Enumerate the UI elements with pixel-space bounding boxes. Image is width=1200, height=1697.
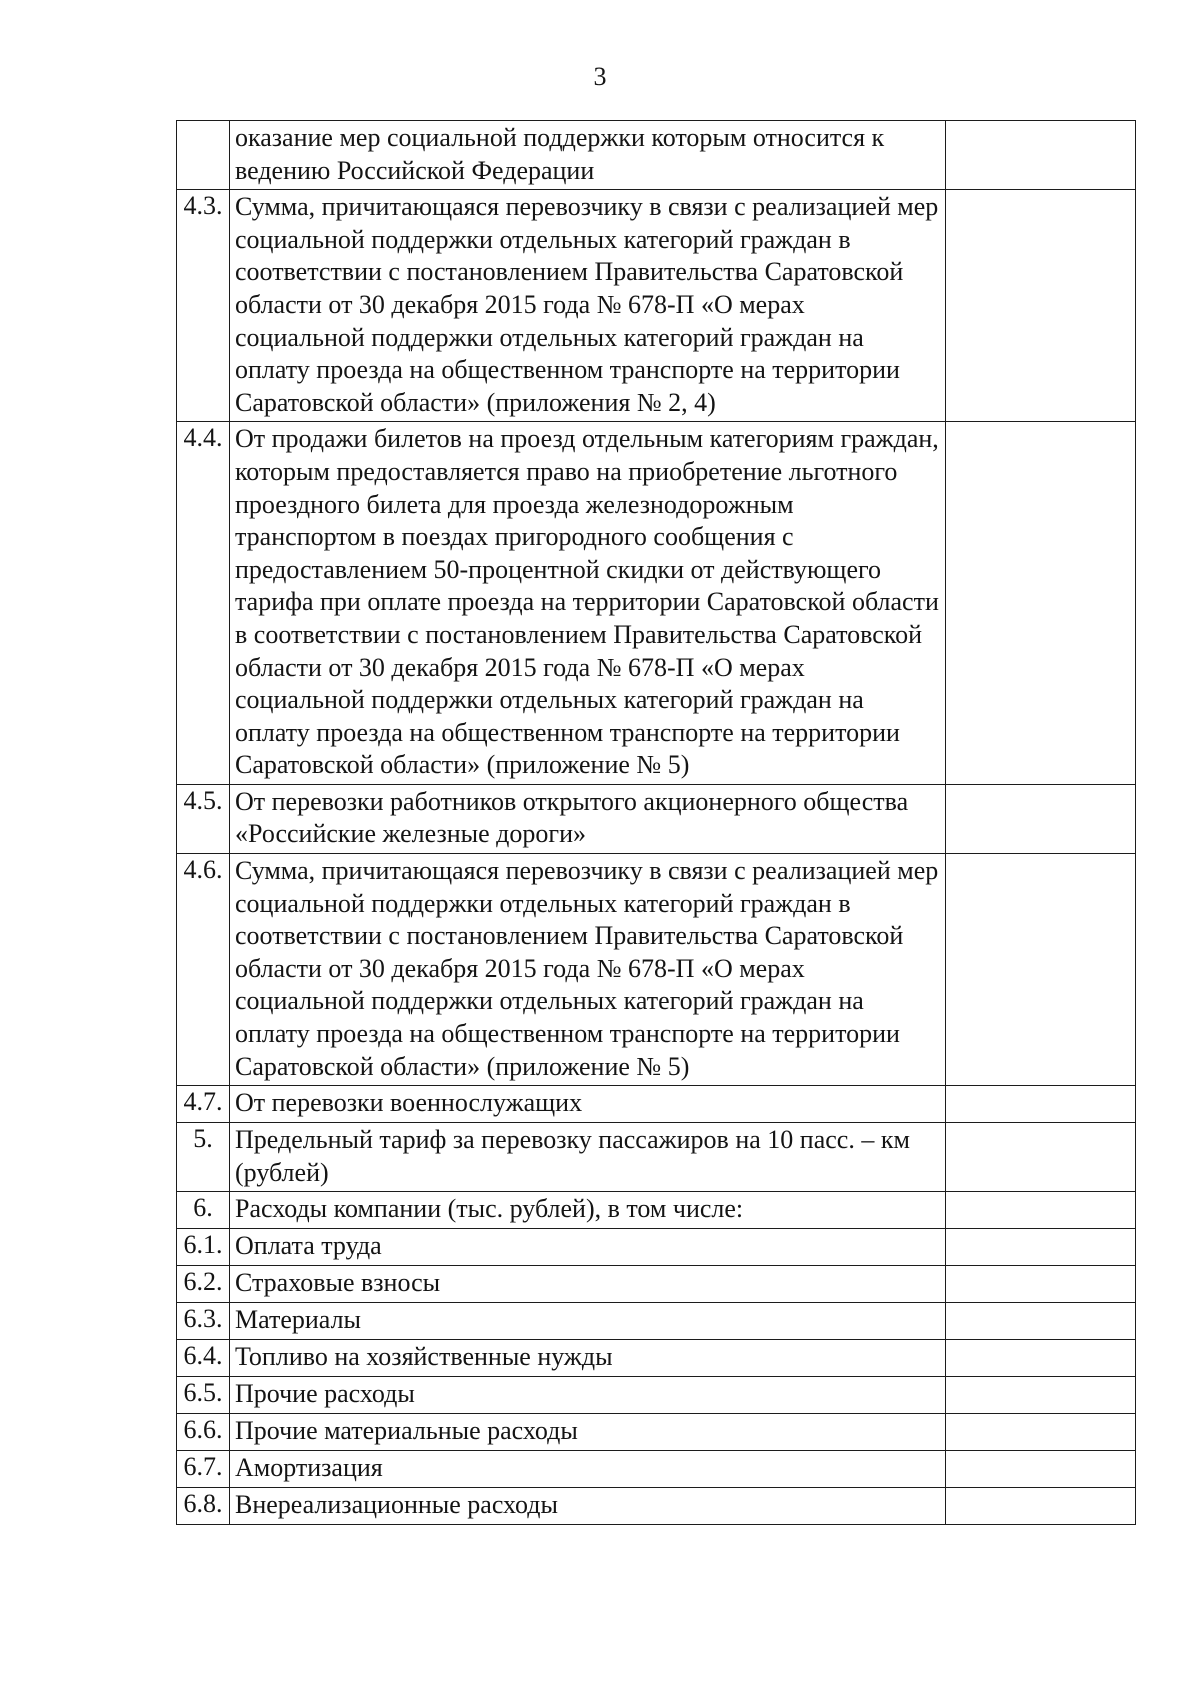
row-description: Предельный тариф за перевозку пассажиров на 10 пасс. – км (рублей) [230, 1123, 946, 1192]
row-value-cell [946, 1451, 1136, 1488]
row-value-cell [946, 1414, 1136, 1451]
row-value-cell [946, 1192, 1136, 1229]
row-description: Прочие расходы [230, 1377, 946, 1414]
row-value-cell [946, 190, 1136, 422]
table-row [177, 854, 1136, 1086]
row-value-cell [946, 121, 1136, 190]
row-value-cell [946, 1377, 1136, 1414]
row-description: От перевозки военнослужащих [230, 1086, 946, 1123]
row-number: 6.6. [177, 1414, 230, 1451]
row-number: 4.5. [177, 784, 230, 853]
table-row [177, 1123, 1136, 1192]
table-row [177, 190, 1136, 422]
row-description: Страховые взносы [230, 1266, 946, 1303]
row-description: Расходы компании (тыс. рублей), в том числе: [230, 1192, 946, 1229]
table-row [177, 784, 1136, 853]
row-description: Прочие материальные расходы [230, 1414, 946, 1451]
row-number: 6.8. [177, 1488, 230, 1525]
table-row [177, 1266, 1136, 1303]
row-value-cell [946, 784, 1136, 853]
row-number: 6.3. [177, 1303, 230, 1340]
row-number: 6. [177, 1192, 230, 1229]
table-row [177, 1488, 1136, 1525]
table-row [177, 1303, 1136, 1340]
row-number: 6.5. [177, 1377, 230, 1414]
row-number: 5. [177, 1123, 230, 1192]
table-row [177, 1340, 1136, 1377]
table-row [177, 1086, 1136, 1123]
row-value-cell [946, 1123, 1136, 1192]
row-description: Амортизация [230, 1451, 946, 1488]
row-value-cell [946, 1086, 1136, 1123]
table-row [177, 121, 1136, 190]
row-description: Топливо на хозяйственные нужды [230, 1340, 946, 1377]
row-description: Оплата труда [230, 1229, 946, 1266]
row-number: 6.4. [177, 1340, 230, 1377]
row-value-cell [946, 1488, 1136, 1525]
row-value-cell [946, 854, 1136, 1086]
page-number: 3 [593, 62, 607, 91]
table-row [177, 1192, 1136, 1229]
table-row [177, 1414, 1136, 1451]
row-number: 4.7. [177, 1086, 230, 1123]
row-number: 6.1. [177, 1229, 230, 1266]
row-description: оказание мер социальной поддержки которым относится к ведению Российской Федерации [230, 121, 946, 190]
row-value-cell [946, 1340, 1136, 1377]
row-description: Сумма, причитающаяся перевозчику в связи с реализацией мер социальной поддержки отдельных категорий граждан в соответствии с постановлением Правительства Саратовской области от 30 декабря 2015 года № 678-П «О мерах социальной поддержки отдельных категорий граждан на оплату проезда на общественном транспорте на территории Саратовской области» (приложения № 2, 4) [230, 190, 946, 422]
row-number: 4.3. [177, 190, 230, 422]
table-row [177, 1229, 1136, 1266]
table-row [177, 1451, 1136, 1488]
row-value-cell [946, 1266, 1136, 1303]
row-number: 6.2. [177, 1266, 230, 1303]
row-description: От продажи билетов на проезд отдельным категориям граждан, которым предоставляется право на приобретение льготного проездного билета для проезда железнодорожным транспортом в поездах пригородного сообщения с предоставлением 50-процентной скидки от действующего тарифа при оплате проезда на территории Саратовской области в соответствии с постановлением Правительства Саратовской области от 30 декабря 2015 года № 678-П «О мерах социальной поддержки отдельных категорий граждан на оплату проезда на общественном транспорте на территории Саратовской области» (приложение № 5) [230, 422, 946, 785]
row-description: От перевозки работников открытого акционерного общества «Российские железные дороги» [230, 784, 946, 853]
row-description: Сумма, причитающаяся перевозчику в связи с реализацией мер социальной поддержки отдельных категорий граждан в соответствии с постановлением Правительства Саратовской области от 30 декабря 2015 года № 678-П «О мерах социальной поддержки отдельных категорий граждан на оплату проезда на общественном транспорте на территории Саратовской области» (приложение № 5) [230, 854, 946, 1086]
row-number [177, 121, 230, 190]
table-row [177, 1377, 1136, 1414]
row-value-cell [946, 1229, 1136, 1266]
row-value-cell [946, 1303, 1136, 1340]
row-value-cell [946, 422, 1136, 785]
row-description: Внереализационные расходы [230, 1488, 946, 1525]
row-description: Материалы [230, 1303, 946, 1340]
indicators-table [176, 120, 1136, 1525]
table-row [177, 422, 1136, 785]
row-number: 4.4. [177, 422, 230, 785]
row-number: 4.6. [177, 854, 230, 1086]
row-number: 6.7. [177, 1451, 230, 1488]
